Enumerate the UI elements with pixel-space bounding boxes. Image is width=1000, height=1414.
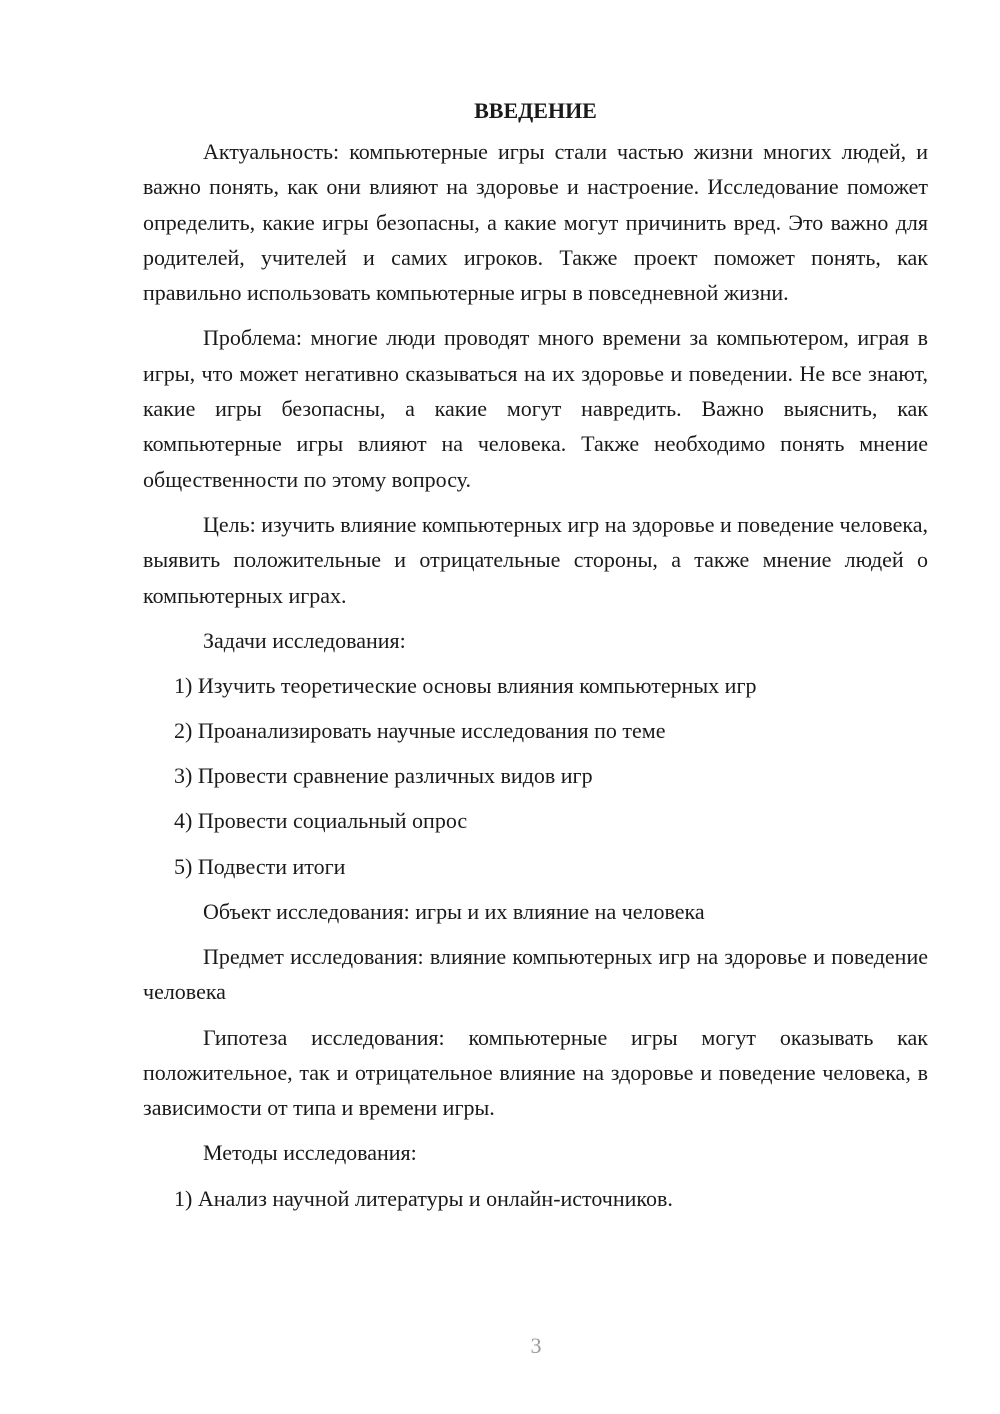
problem-paragraph: Проблема: многие люди проводят много времени за компьютером, играя в игры, что может негативно сказываться на их здоровье и поведении. Не все знают, какие игры безопасны, а какие могут навредить. Важно выяснить, как компьютерные игры влияют на человека. Также необходимо понять мнение общественности по этому вопросу.: [143, 325, 928, 492]
list-item: 4) Провести социальный опрос: [174, 808, 468, 834]
tasks-heading: Задачи исследования:: [203, 627, 406, 653]
methods-heading: Методы исследования:: [203, 1140, 417, 1166]
tasks-list: [143, 668, 928, 884]
subject-paragraph: Предмет исследования: влияние компьютерных игр на здоровье и поведение человека: [143, 943, 928, 1005]
methods-list: [143, 1181, 928, 1216]
goal-paragraph: Цель: изучить влияние компьютерных игр на здоровье и поведение человека, выявить положительные и отрицательные стороны, а также мнение людей о компьютерных играх.: [143, 511, 929, 608]
list-item: 2) Проанализировать научные исследования по теме: [174, 718, 666, 744]
list-item: 5) Подвести итоги: [174, 853, 346, 879]
list-item: 3) Провести сравнение различных видов игр: [174, 763, 593, 789]
relevance-paragraph: Актуальность: компьютерные игры стали частью жизни многих людей, и важно понять, как они влияют на здоровье и настроение. Исследование поможет определить, какие игры безопасны, а какие могут причинить вред. Это важно для родителей, учителей и самих игроков. Также проект поможет понять, как правильно использовать компьютерные игры в повседневной жизни.: [143, 139, 928, 306]
document-page: [143, 93, 928, 1226]
object-paragraph: Объект исследования: игры и их влияние на человека: [203, 898, 705, 924]
list-item: 1) Изучить теоретические основы влияния компьютерных игр: [174, 673, 757, 699]
page-title: ВВЕДЕНИЕ: [474, 98, 597, 123]
page-number: 3: [530, 1333, 542, 1358]
hypothesis-paragraph: Гипотеза исследования: компьютерные игры могут оказывать как положительное, так и отрицательное влияние на здоровье и поведение человека, в зависимости от типа и времени игры.: [143, 1024, 928, 1121]
list-item: 1) Анализ научной литературы и онлайн-источников.: [174, 1185, 673, 1211]
